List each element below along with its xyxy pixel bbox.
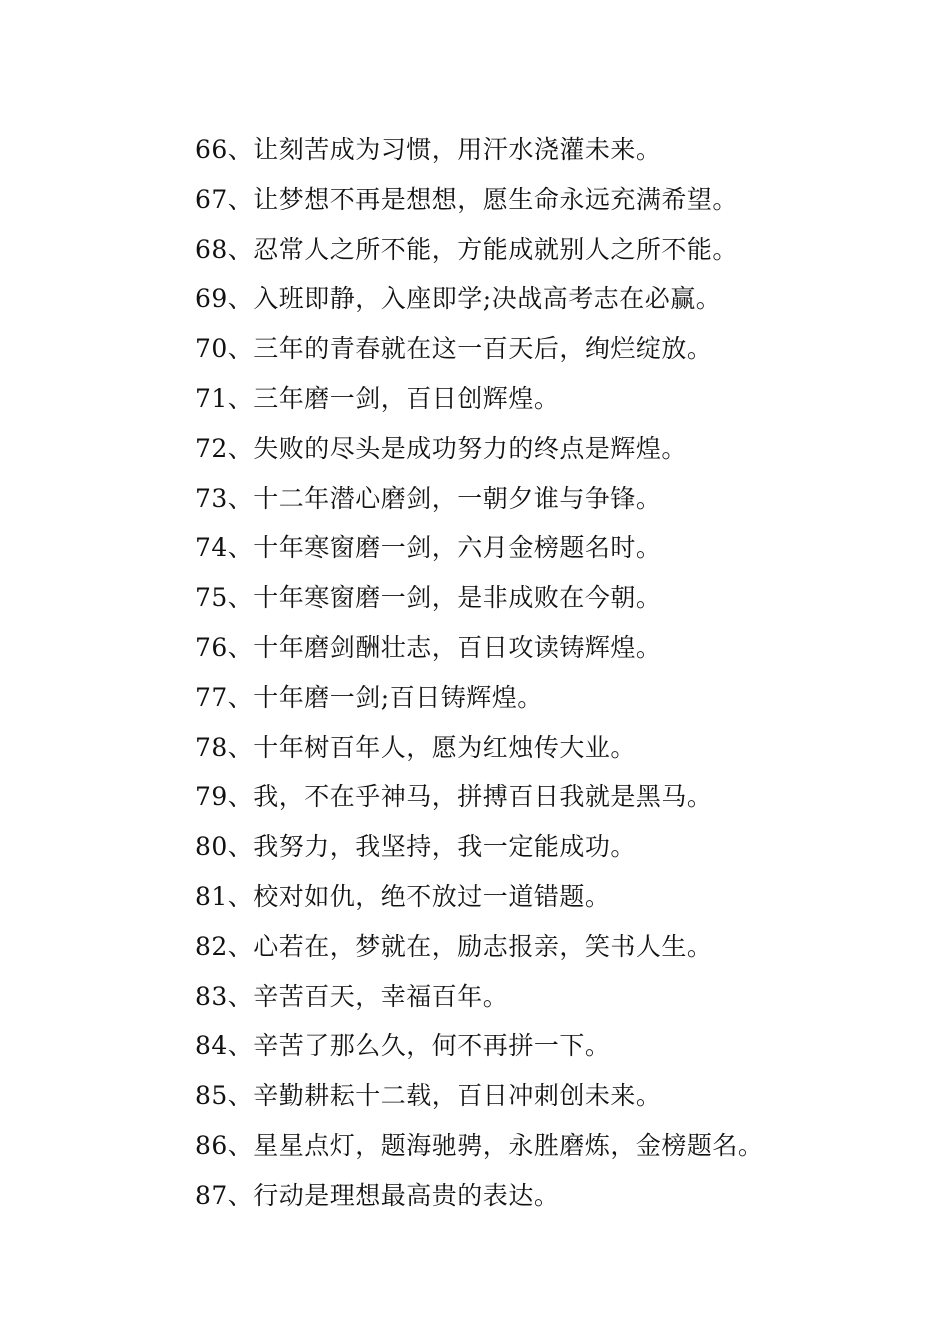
list-item: 78、十年树百年人，愿为红烛传大业。 bbox=[195, 732, 636, 762]
list-item: 81、校对如仇，绝不放过一道错题。 bbox=[195, 881, 611, 911]
list-item: 69、入班即静，入座即学;决战高考志在必赢。 bbox=[195, 284, 722, 314]
list-item: 87、行动是理想最高贵的表达。 bbox=[195, 1180, 560, 1210]
list-item: 75、十年寒窗磨一剑，是非成败在今朝。 bbox=[195, 583, 662, 613]
list-item: 70、三年的青春就在这一百天后，绚烂绽放。 bbox=[195, 334, 713, 364]
list-item: 76、十年磨剑酬壮志，百日攻读铸辉煌。 bbox=[195, 632, 662, 662]
list-item: 86、星星点灯，题海驰骋，永胜磨炼，金榜题名。 bbox=[195, 1130, 764, 1160]
list-item: 67、让梦想不再是想想，愿生命永远充满希望。 bbox=[195, 184, 738, 214]
list-item: 73、十二年潜心磨剑，一朝夕谁与争锋。 bbox=[195, 483, 662, 513]
list-item: 85、辛勤耕耘十二载，百日冲刺创未来。 bbox=[195, 1081, 662, 1111]
list-item: 77、十年磨一剑;百日铸辉煌。 bbox=[195, 682, 543, 712]
list-item: 82、心若在，梦就在，励志报亲，笑书人生。 bbox=[195, 931, 713, 961]
list-item: 80、我努力，我坚持，我一定能成功。 bbox=[195, 832, 636, 862]
list-item: 72、失败的尽头是成功努力的终点是辉煌。 bbox=[195, 433, 687, 463]
list-item: 79、我，不在乎神马，拼搏百日我就是黑马。 bbox=[195, 782, 713, 812]
list-item: 84、辛苦了那么久，何不再拼一下。 bbox=[195, 1031, 611, 1061]
list-item: 68、忍常人之所不能，方能成就别人之所不能。 bbox=[195, 234, 738, 264]
slogan-list bbox=[195, 125, 915, 1221]
list-item: 74、十年寒窗磨一剑，六月金榜题名时。 bbox=[195, 533, 662, 563]
list-item: 66、让刻苦成为习惯，用汗水浇灌未来。 bbox=[195, 135, 662, 164]
list-item: 71、三年磨一剑，百日创辉煌。 bbox=[195, 383, 560, 413]
list-item: 83、辛苦百天，幸福百年。 bbox=[195, 981, 509, 1011]
